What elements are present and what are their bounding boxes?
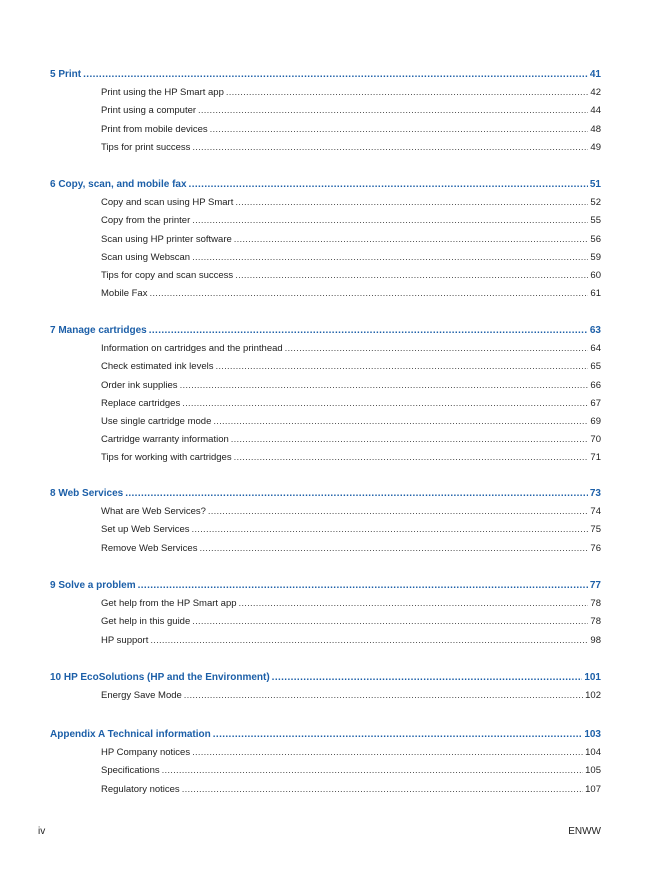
toc-entry[interactable] [101, 342, 601, 356]
toc-entry-page-number: 74 [590, 506, 601, 517]
toc-entry-page-number: 98 [590, 635, 601, 646]
toc-entry-title: Tips for working with cartridges [101, 452, 232, 463]
chapter-heading[interactable] [50, 728, 601, 742]
toc-entry-page-number: 78 [590, 616, 601, 627]
toc-entry[interactable] [101, 764, 601, 778]
chapter-heading-page-number: 101 [584, 672, 601, 683]
toc-entry-title: Print using a computer [101, 105, 197, 116]
chapter-heading-page-number: 41 [589, 69, 601, 80]
dot-leader [83, 68, 588, 82]
toc-entry[interactable] [101, 104, 601, 118]
toc-entry-title: Copy from the printer [101, 215, 191, 226]
toc-entry-page-number: 104 [585, 747, 601, 758]
toc-entry-title: Cartridge warranty information [101, 434, 229, 445]
toc-entry-page-number: 75 [590, 524, 601, 535]
toc-entry-page-number: 102 [585, 690, 601, 701]
toc-entry[interactable] [101, 542, 601, 556]
toc-entry[interactable] [101, 597, 601, 611]
toc-entry-page-number: 49 [590, 142, 601, 153]
dot-leader [231, 433, 589, 447]
toc-entry-title: Scan using HP printer software [101, 234, 232, 245]
chapter-heading-title: 5 Print [50, 69, 82, 80]
dot-leader [182, 397, 588, 411]
dot-leader [192, 141, 588, 155]
toc-entry-page-number: 61 [590, 288, 601, 299]
dot-leader [198, 104, 588, 118]
toc-entry-page-number: 42 [590, 87, 601, 98]
toc-entry-page-number: 48 [590, 124, 601, 135]
dot-leader [234, 233, 589, 247]
toc-entry-page-number: 55 [590, 215, 601, 226]
toc-entry-title: Set up Web Services [101, 524, 190, 535]
dot-leader [213, 415, 588, 429]
chapter-heading-title: 7 Manage cartridges [50, 325, 147, 336]
toc-entry-title: Replace cartridges [101, 398, 181, 409]
toc-entry-title: Order ink supplies [101, 380, 178, 391]
dot-leader [272, 671, 583, 685]
toc-entry[interactable] [101, 141, 601, 155]
dot-leader [162, 764, 584, 778]
toc-entry[interactable] [101, 233, 601, 247]
dot-leader [149, 287, 588, 301]
toc-entry-page-number: 56 [590, 234, 601, 245]
toc-entry-title: Information on cartridges and the printhead [101, 343, 283, 354]
chapter-heading-page-number: 51 [589, 179, 601, 190]
toc-entry-title: Tips for print success [101, 142, 191, 153]
dot-leader [213, 728, 583, 742]
toc-entry[interactable] [101, 360, 601, 374]
toc-entry-page-number: 66 [590, 380, 601, 391]
toc-entry-title: Regulatory notices [101, 784, 180, 795]
dot-leader [285, 342, 589, 356]
chapter-heading-page-number: 77 [589, 580, 601, 591]
toc-entry-page-number: 60 [590, 270, 601, 281]
toc-entry-page-number: 65 [590, 361, 601, 372]
chapter-heading[interactable] [50, 68, 601, 82]
dot-leader [149, 324, 588, 338]
chapter-heading-page-number: 63 [589, 325, 601, 336]
toc-entry-page-number: 52 [590, 197, 601, 208]
dot-leader [138, 579, 588, 593]
toc-entry-page-number: 78 [590, 598, 601, 609]
dot-leader [192, 214, 588, 228]
dot-leader [125, 487, 588, 501]
dot-leader [208, 505, 589, 519]
dot-leader [226, 86, 589, 100]
toc-entry[interactable] [101, 379, 601, 393]
toc-entry[interactable] [101, 689, 601, 703]
chapter-heading-title: Appendix A Technical information [50, 729, 211, 740]
toc-entry[interactable] [101, 505, 601, 519]
toc-entry[interactable] [101, 397, 601, 411]
chapter-heading[interactable] [50, 579, 601, 593]
toc-entry-title: Tips for copy and scan success [101, 270, 234, 281]
chapter-heading[interactable] [50, 178, 601, 192]
chapter-heading[interactable] [50, 487, 601, 501]
toc-entry[interactable] [101, 214, 601, 228]
toc-entry[interactable] [101, 451, 601, 465]
chapter-heading-title: 6 Copy, scan, and mobile fax [50, 179, 187, 190]
toc-entry-title: Print from mobile devices [101, 124, 208, 135]
toc-entry[interactable] [101, 415, 601, 429]
toc-entry[interactable] [101, 615, 601, 629]
dot-leader [180, 379, 589, 393]
toc-entry-page-number: 76 [590, 543, 601, 554]
toc-entry-title: Copy and scan using HP Smart [101, 197, 234, 208]
dot-leader [210, 123, 589, 137]
dot-leader [234, 451, 589, 465]
chapter-heading-page-number: 103 [584, 729, 601, 740]
toc-entry[interactable] [101, 783, 601, 797]
dot-leader [189, 178, 588, 192]
toc-entry[interactable] [101, 251, 601, 265]
toc-entry-title: Get help in this guide [101, 616, 191, 627]
footer-edition-label: ENWW [568, 826, 601, 837]
dot-leader [192, 615, 588, 629]
toc-entry[interactable] [101, 123, 601, 137]
toc-entry-title: Specifications [101, 765, 160, 776]
toc-entry-page-number: 70 [590, 434, 601, 445]
toc-entry-page-number: 69 [590, 416, 601, 427]
dot-leader [235, 269, 588, 283]
dot-leader [239, 597, 589, 611]
toc-entry-title: Get help from the HP Smart app [101, 598, 237, 609]
toc-entry-title: Scan using Webscan [101, 252, 191, 263]
chapter-heading[interactable] [50, 324, 601, 338]
toc-entry-title: What are Web Services? [101, 506, 206, 517]
toc-entry-title: HP support [101, 635, 149, 646]
toc-entry[interactable] [101, 196, 601, 210]
toc-entry[interactable] [101, 746, 601, 760]
chapter-heading[interactable] [50, 671, 601, 685]
toc-entry-page-number: 105 [585, 765, 601, 776]
dot-leader [192, 746, 583, 760]
chapter-heading-page-number: 73 [589, 488, 601, 499]
dot-leader [192, 523, 589, 537]
toc-entry-page-number: 67 [590, 398, 601, 409]
toc-entry-title: Print using the HP Smart app [101, 87, 224, 98]
toc-entry[interactable] [101, 634, 601, 648]
dot-leader [235, 196, 588, 210]
chapter-heading-title: 9 Solve a problem [50, 580, 136, 591]
footer-page-number: iv [38, 826, 46, 837]
dot-leader [215, 360, 588, 374]
toc-entry-page-number: 64 [590, 343, 601, 354]
toc-entry[interactable] [101, 433, 601, 447]
dot-leader [150, 634, 588, 648]
toc-entry-page-number: 107 [585, 784, 601, 795]
toc-entry-title: Remove Web Services [101, 543, 198, 554]
toc-entry[interactable] [101, 523, 601, 537]
dot-leader [192, 251, 588, 265]
chapter-heading-title: 8 Web Services [50, 488, 124, 499]
toc-entry-title: HP Company notices [101, 747, 191, 758]
dot-leader [182, 783, 583, 797]
toc-entry-title: Energy Save Mode [101, 690, 182, 701]
toc-entry-title: Mobile Fax [101, 288, 148, 299]
toc-entry-page-number: 59 [590, 252, 601, 263]
toc-entry-title: Check estimated ink levels [101, 361, 214, 372]
chapter-heading-title: 10 HP EcoSolutions (HP and the Environment) [50, 672, 270, 683]
toc-entry[interactable] [101, 269, 601, 283]
toc-entry-title: Use single cartridge mode [101, 416, 212, 427]
toc-entry-page-number: 44 [590, 105, 601, 116]
dot-leader [199, 542, 588, 556]
dot-leader [184, 689, 583, 703]
toc-entry-page-number: 71 [590, 452, 601, 463]
toc-entry[interactable] [101, 86, 601, 100]
toc-entry[interactable] [101, 287, 601, 301]
